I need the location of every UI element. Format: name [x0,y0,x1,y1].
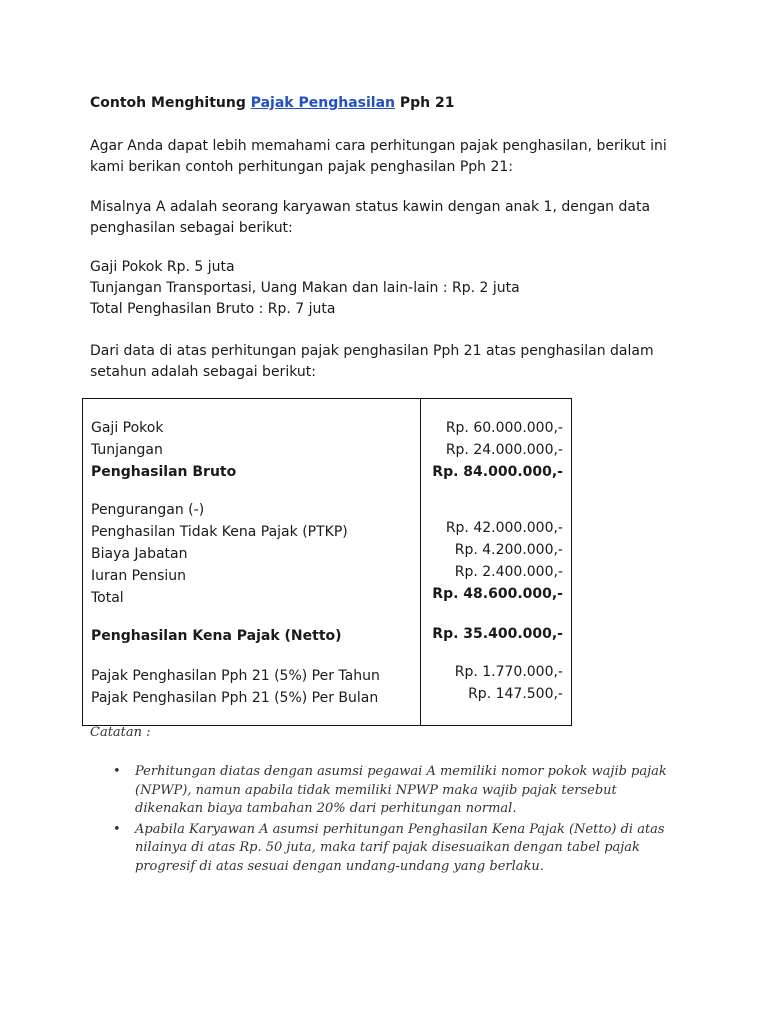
notes-list [90,763,680,878]
row-label: Pajak Penghasilan Pph 21 (5%) Per Tahun [91,668,380,684]
row-netto [83,625,573,647]
note-text: Perhitungan diatas dengan asumsi pegawai A memiliki nomor pokok wajib pajak (NPWP), namun apabila tidak memiliki NPWP maka wajib pajak tersebut dikenakan biaya tambahan 20% dari perhitungan normal. [135,764,667,816]
row-label: Pajak Penghasilan Pph 21 (5%) Per Bulan [91,690,379,706]
title-prefix: Contoh Menghitung [90,95,246,111]
row-label: Penghasilan Tidak Kena Pajak (PTKP) [91,524,348,540]
row-label: Penghasilan Kena Pajak (Netto) [91,628,342,644]
list-item [113,763,680,819]
data-gaji: Gaji Pokok Rp. 5 juta [90,259,235,275]
note-text: Apabila Karyawan A asumsi perhitungan Penghasilan Kena Pajak (Netto) di atas nilainya di atas Rp. 50 juta, maka tarif pajak disesuaikan dengan tabel pajak progresif di atas sesuai dengan undang-undang yang berlaku. [135,821,665,874]
row-value: Rp. 35.400.000,- [432,626,563,642]
row-total [83,587,573,609]
row-label: Total [91,590,124,606]
row-penghasilan-bruto [83,461,573,483]
lead-paragraph [90,341,670,383]
row-label: Biaya Jabatan [91,546,188,562]
intro-line-2: kami berikan contoh perhitungan pajak penghasilan Pph 21: [90,159,514,175]
row-value: Rp. 2.400.000,- [454,564,563,580]
row-value: Rp. 84.000.000,- [432,464,563,480]
lead-line-2: setahun adalah sebagai berikut: [90,364,316,380]
row-label: Tunjangan [91,442,163,458]
intro-line-1: Agar Anda dapat lebih memahami cara perhitungan pajak penghasilan, berikut ini [90,138,667,154]
row-value: Rp. 147.500,- [468,686,563,702]
lead-line-1: Dari data di atas perhitungan pajak penghasilan Pph 21 atas penghasilan dalam [90,343,654,359]
row-value: Rp. 1.770.000,- [454,664,563,680]
notes-caption: Catatan : [90,725,151,740]
row-pph-per-bulan [83,687,573,709]
bullet-icon: • [113,764,121,779]
row-label: Penghasilan Bruto [91,464,237,480]
intro-paragraph [90,136,670,178]
row-value: Rp. 48.600.000,- [432,586,563,602]
row-label: Gaji Pokok [91,420,164,436]
data-total: Total Penghasilan Bruto : Rp. 7 juta [90,301,336,317]
row-value: Rp. 24.000.000,- [445,442,563,458]
pajak-penghasilan-link[interactable]: Pajak Penghasilan [250,95,395,111]
case-line-1: Misalnya A adalah seorang karyawan status kawin dengan anak 1, dengan data [90,199,651,215]
row-value: Rp. 42.000.000,- [445,520,563,536]
row-label: Iuran Pensiun [91,568,187,584]
income-data [90,257,520,320]
calculation-table [82,398,572,726]
page-title [90,95,454,111]
row-gaji-pokok [83,417,573,439]
row-tunjangan [83,439,573,461]
row-value: Rp. 60.000.000,- [445,420,563,436]
case-line-2: penghasilan sebagai berikut: [90,220,293,236]
list-item [113,821,680,877]
case-paragraph [90,197,670,239]
data-tunjangan: Tunjangan Transportasi, Uang Makan dan lain-lain : Rp. 2 juta [90,280,520,296]
bullet-icon: • [113,821,121,837]
title-suffix: Pph 21 [399,95,455,111]
row-label: Pengurangan (-) [91,502,205,518]
row-value: Rp. 4.200.000,- [454,542,563,558]
